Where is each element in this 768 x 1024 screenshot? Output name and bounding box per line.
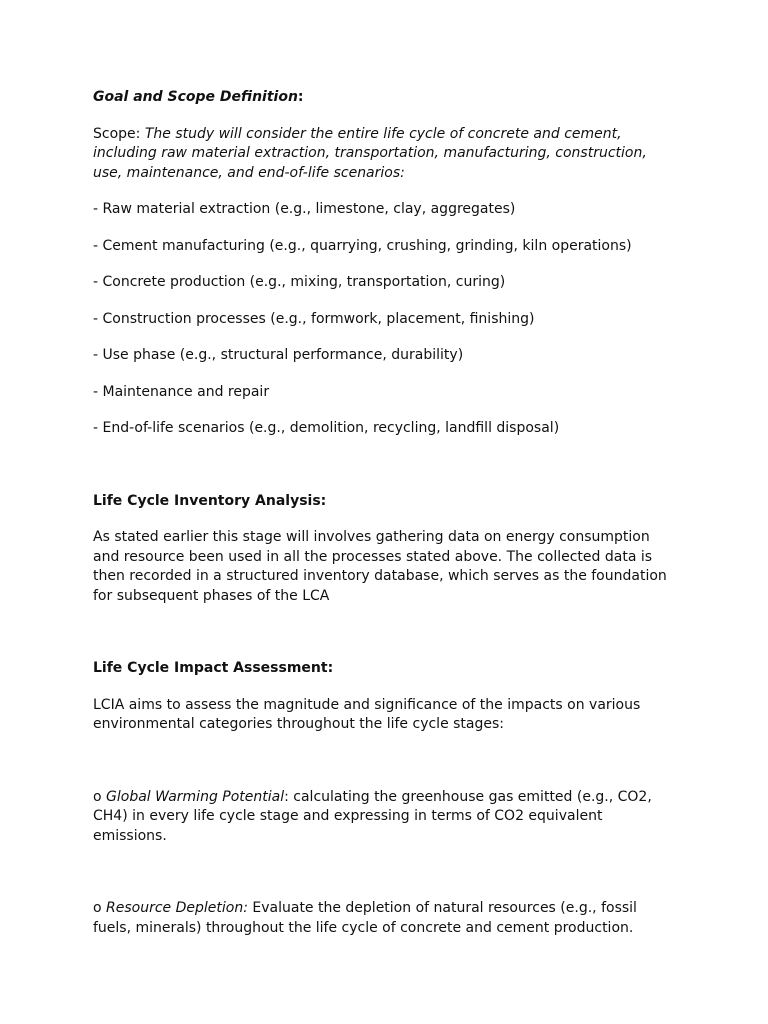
list-item-end-of-life: - End-of-life scenarios (e.g., demolition, recycling, landfill disposal) xyxy=(93,420,560,436)
impact-heading: Life Cycle Impact Assessment: xyxy=(93,660,334,676)
scope-paragraph xyxy=(93,125,673,184)
inventory-body: As stated earlier this stage will involves gathering data on energy consumption and resource been used in all the processes stated above. The collected data is then recorded in a structured inventory database, which serves as the foundation for subsequent phases of the LCA xyxy=(93,529,667,604)
list-item-concrete-production: - Concrete production (e.g., mixing, transportation, curing) xyxy=(93,274,506,290)
goal-heading-text: Goal and Scope Definition xyxy=(93,89,298,105)
scope-prefix: Scope: xyxy=(93,125,145,142)
inventory-heading: Life Cycle Inventory Analysis: xyxy=(93,492,327,509)
list-item-construction: - Construction processes (e.g., formwork, placement, finishing) xyxy=(93,310,535,327)
category-bullet: o xyxy=(93,900,107,916)
category-description: Evaluate the depletion of natural resources (e.g., fossil fuels, minerals) throughout the life cycle of concrete and cement production. xyxy=(93,900,637,936)
category-name: Global Warming Potential xyxy=(106,788,285,805)
category-name: Resource Depletion: xyxy=(106,900,248,916)
document-page xyxy=(93,88,673,938)
category-bullet: o xyxy=(93,788,107,805)
goal-heading xyxy=(93,88,673,108)
scope-text: The study will consider the entire life cycle of concrete and cement, including raw material extraction, transportation, manufacturing, construction, use, maintenance, and end-of-life scenarios: xyxy=(93,125,647,181)
impact-category-gwp xyxy=(93,788,673,847)
list-item-use-phase: - Use phase (e.g., structural performance, durability) xyxy=(93,347,464,363)
impact-body: LCIA aims to assess the magnitude and significance of the impacts on various environmental categories throughout the life cycle stages: xyxy=(93,696,641,732)
list-item-raw-material: - Raw material extraction (e.g., limestone, clay, aggregates) xyxy=(93,201,516,217)
goal-heading-colon: : xyxy=(297,89,304,105)
category-description: : calculating the greenhouse gas emitted (e.g., CO2, CH4) in every life cycle stage and expressing in terms of CO2 equivalent emissions. xyxy=(93,788,652,844)
impact-category-resource-depletion xyxy=(93,899,673,938)
list-item-maintenance: - Maintenance and repair xyxy=(93,383,270,400)
list-item-cement-manufacturing: - Cement manufacturing (e.g., quarrying, crushing, grinding, kiln operations) xyxy=(93,237,632,254)
